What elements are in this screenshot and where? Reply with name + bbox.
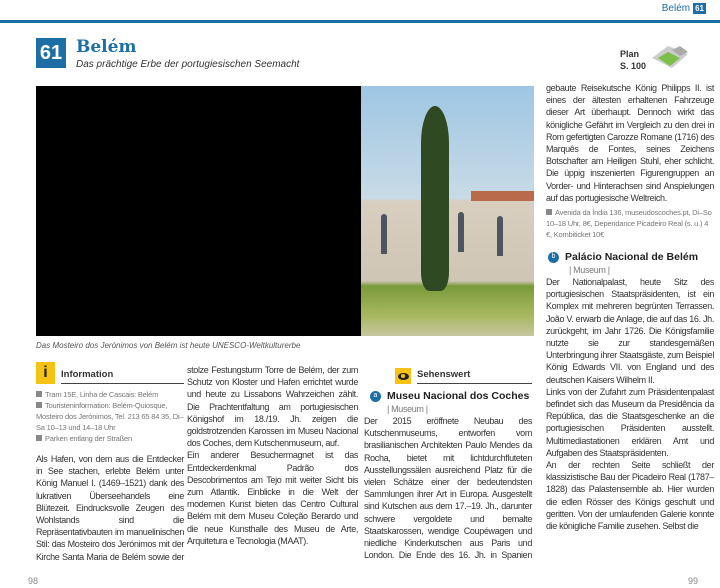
page-subtitle: Das prächtige Erbe der portugiesischen Seemacht bbox=[76, 59, 300, 70]
sight-b-paragraph-2: Links von der Zufahrt zum Präsidentenpalast befindet sich das Museum da Presidência da República, das die Staatsgeschenke an die portugiesischen Präsidenten ausstellt. Multimediastationen erklären Amt und Aufgaben des Staatspräsidenten. bbox=[546, 386, 714, 458]
running-header bbox=[662, 3, 706, 14]
bullet-icon bbox=[36, 402, 42, 408]
map-icon bbox=[650, 42, 690, 72]
sight-b-category: | Museum | bbox=[569, 265, 610, 276]
info-heading-label: Information bbox=[61, 369, 184, 384]
sight-a-practical: Avenida da Índia 136, museudoscoches.pt, Di–So 10–18 Uhr, 8€, Dependance Picadeiro Real (s. u.) 4 €, Kombiticket 10€ bbox=[546, 208, 712, 240]
sight-a-text: Der 2015 eröffnete Neubau des Kutschenmuseums, entworfen vom brasilianischen Architekten Paulo Mendes da Rocha, bietet mit lichtdurchfluteten Ausstellungssälen ausreichend Platz für die vielen Schätze einer der bedeutendsten Sammlungen ihrer Art in Europa. Ausgestellt sind Kutschen aus dem 17.–19. Jh., darunter schwere vergoldete und bemalte Staatskarossen, wendige Coupéwagen und niedliche Kinderkutschen aus Paris und London. Die Ende des 16. Jh. in Spanien bbox=[364, 416, 532, 561]
intro-column-2 bbox=[187, 364, 358, 547]
bullet-icon bbox=[36, 391, 42, 397]
photo-caption: Das Mosteiro dos Jerónimos von Belém ist heute UNESCO-Weltkulturerbe bbox=[36, 341, 301, 350]
running-title: Belém bbox=[661, 3, 691, 14]
sights-heading bbox=[395, 368, 532, 384]
page-number-right: 99 bbox=[688, 576, 699, 586]
bullet-icon bbox=[546, 209, 552, 215]
bullet-icon bbox=[36, 435, 42, 441]
plan-page: S. 100 bbox=[620, 61, 647, 71]
sight-a-category: | Museum | bbox=[387, 404, 428, 414]
sight-b bbox=[546, 250, 714, 532]
header-rule bbox=[0, 20, 720, 23]
marker-a-icon: a bbox=[370, 391, 381, 402]
page-title: Belém bbox=[76, 37, 137, 57]
info-column bbox=[36, 362, 184, 563]
info-item: Touristeninformation: Belém-Quiosque, Mosteiro dos Jerónimos, Tel. 213 65 84 35, Di–Sa 10–13 und 14–18 Uhr bbox=[36, 401, 184, 432]
info-heading bbox=[36, 362, 184, 384]
page-number-left: 98 bbox=[28, 576, 39, 586]
eye-icon bbox=[395, 368, 411, 384]
sights-heading-label: Sehenswert bbox=[417, 369, 532, 384]
info-item: Tram 15E, Linha de Cascais: Belém bbox=[36, 389, 184, 400]
intro-paragraph: Als Hafen, von dem aus die Entdecker in See stachen, erlebte Belém unter König Manuel I. (1469–1521) dank des lukrativen Überseehandels eine Blütezeit. Eindrucksvolle Zeugen des Wohlstands sind die Repräsentativbauten im manuelinischen Stil: das Mosteiro dos Jerónimos mit der Kirche Santa Maria de Belém sowie der bbox=[36, 454, 184, 562]
right-column bbox=[546, 82, 714, 532]
info-icon: i bbox=[36, 362, 55, 384]
info-item: Parken entlang der Straßen bbox=[36, 433, 184, 444]
chapter-number: 61 bbox=[36, 38, 66, 68]
sights-column bbox=[364, 368, 532, 561]
photo-placeholder bbox=[36, 86, 362, 336]
intro-paragraph-continued: stolze Festungsturm Torre de Belém, der zum Schutz von Kloster und Hafen errichtet wurde und heute zu Lissabons Wahrzeichen zählt. Die Prachtentfaltung am portugiesischen Königshof im 18./19. Jh. zeigen die goldstrotzenden Karossen im Museu Nacional dos Coches, dem Kutschenmuseum, auf. bbox=[187, 365, 358, 449]
running-number: 61 bbox=[695, 4, 704, 13]
sight-a-text-continued: gebaute Reisekutsche König Philipps II. ist eines der ältesten erhaltenen Fahrzeuge dieser Art überhaupt. Dennoch wirkt das königliche Gefährt im Vergleich zu den drei in Rom gefertigten Carozze Romane (1716) des Marquês de Fontes, seines Zeichens Botschafter am Heiligen Stuhl, eher schlicht. Die üppig inszenierten Figurengruppen an Vorder- und Hinterachsen sind Anspielungen auf das portugiesische Weltreich. bbox=[546, 83, 714, 203]
sight-b-title: b Palácio Nacional de Belém bbox=[548, 250, 714, 264]
monastery-photo bbox=[361, 86, 534, 336]
plan-reference[interactable] bbox=[620, 48, 646, 72]
sight-b-paragraph-3: An der rechten Seite schließt der klassizistische Bau der Picadeiro Real (1787–1828) das Palastensemble ab. Hier wurden die edlen Rösser des Königs geschult und geritten. Von der umlaufenden Galerie konnte die königliche Familie zusehen. Selbst die bbox=[546, 460, 714, 532]
marker-b-icon: b bbox=[548, 252, 559, 263]
plan-label: Plan bbox=[620, 49, 640, 59]
sight-b-paragraph-1: Der Nationalpalast, heute Sitz des portugiesischen Staatspräsidenten, ist ein Komplex mit mehreren begrünten Terrassen. João V. erwarb die Anlage, die auf das 16. Jh. zurückgeht, im Jahr 1726. Die Königsfamilie nutzte sie zur standesgemäßen Unterbringung ihrer Staatsgäste, zum Beispiel König Edwards VII. von England und des deutschen Kaisers Wilhelm II. bbox=[546, 277, 714, 385]
intro-paragraph-2: Ein anderer Besuchermagnet ist das Entdeckerdenkmal Padrão dos Descobrimentos am Tejo mit weiter Sicht bis zum Atlantik. Einblicke in die Welt der modernen Kunst bieten das Centro Cultural Belém mit dem Museu Coleção Berardo und die neue Kunsthalle des Museu de Arte, Arquitetura e Tecnologia (MAAT). bbox=[187, 450, 358, 546]
sight-a-title: a Museu Nacional dos Coches bbox=[370, 389, 532, 403]
